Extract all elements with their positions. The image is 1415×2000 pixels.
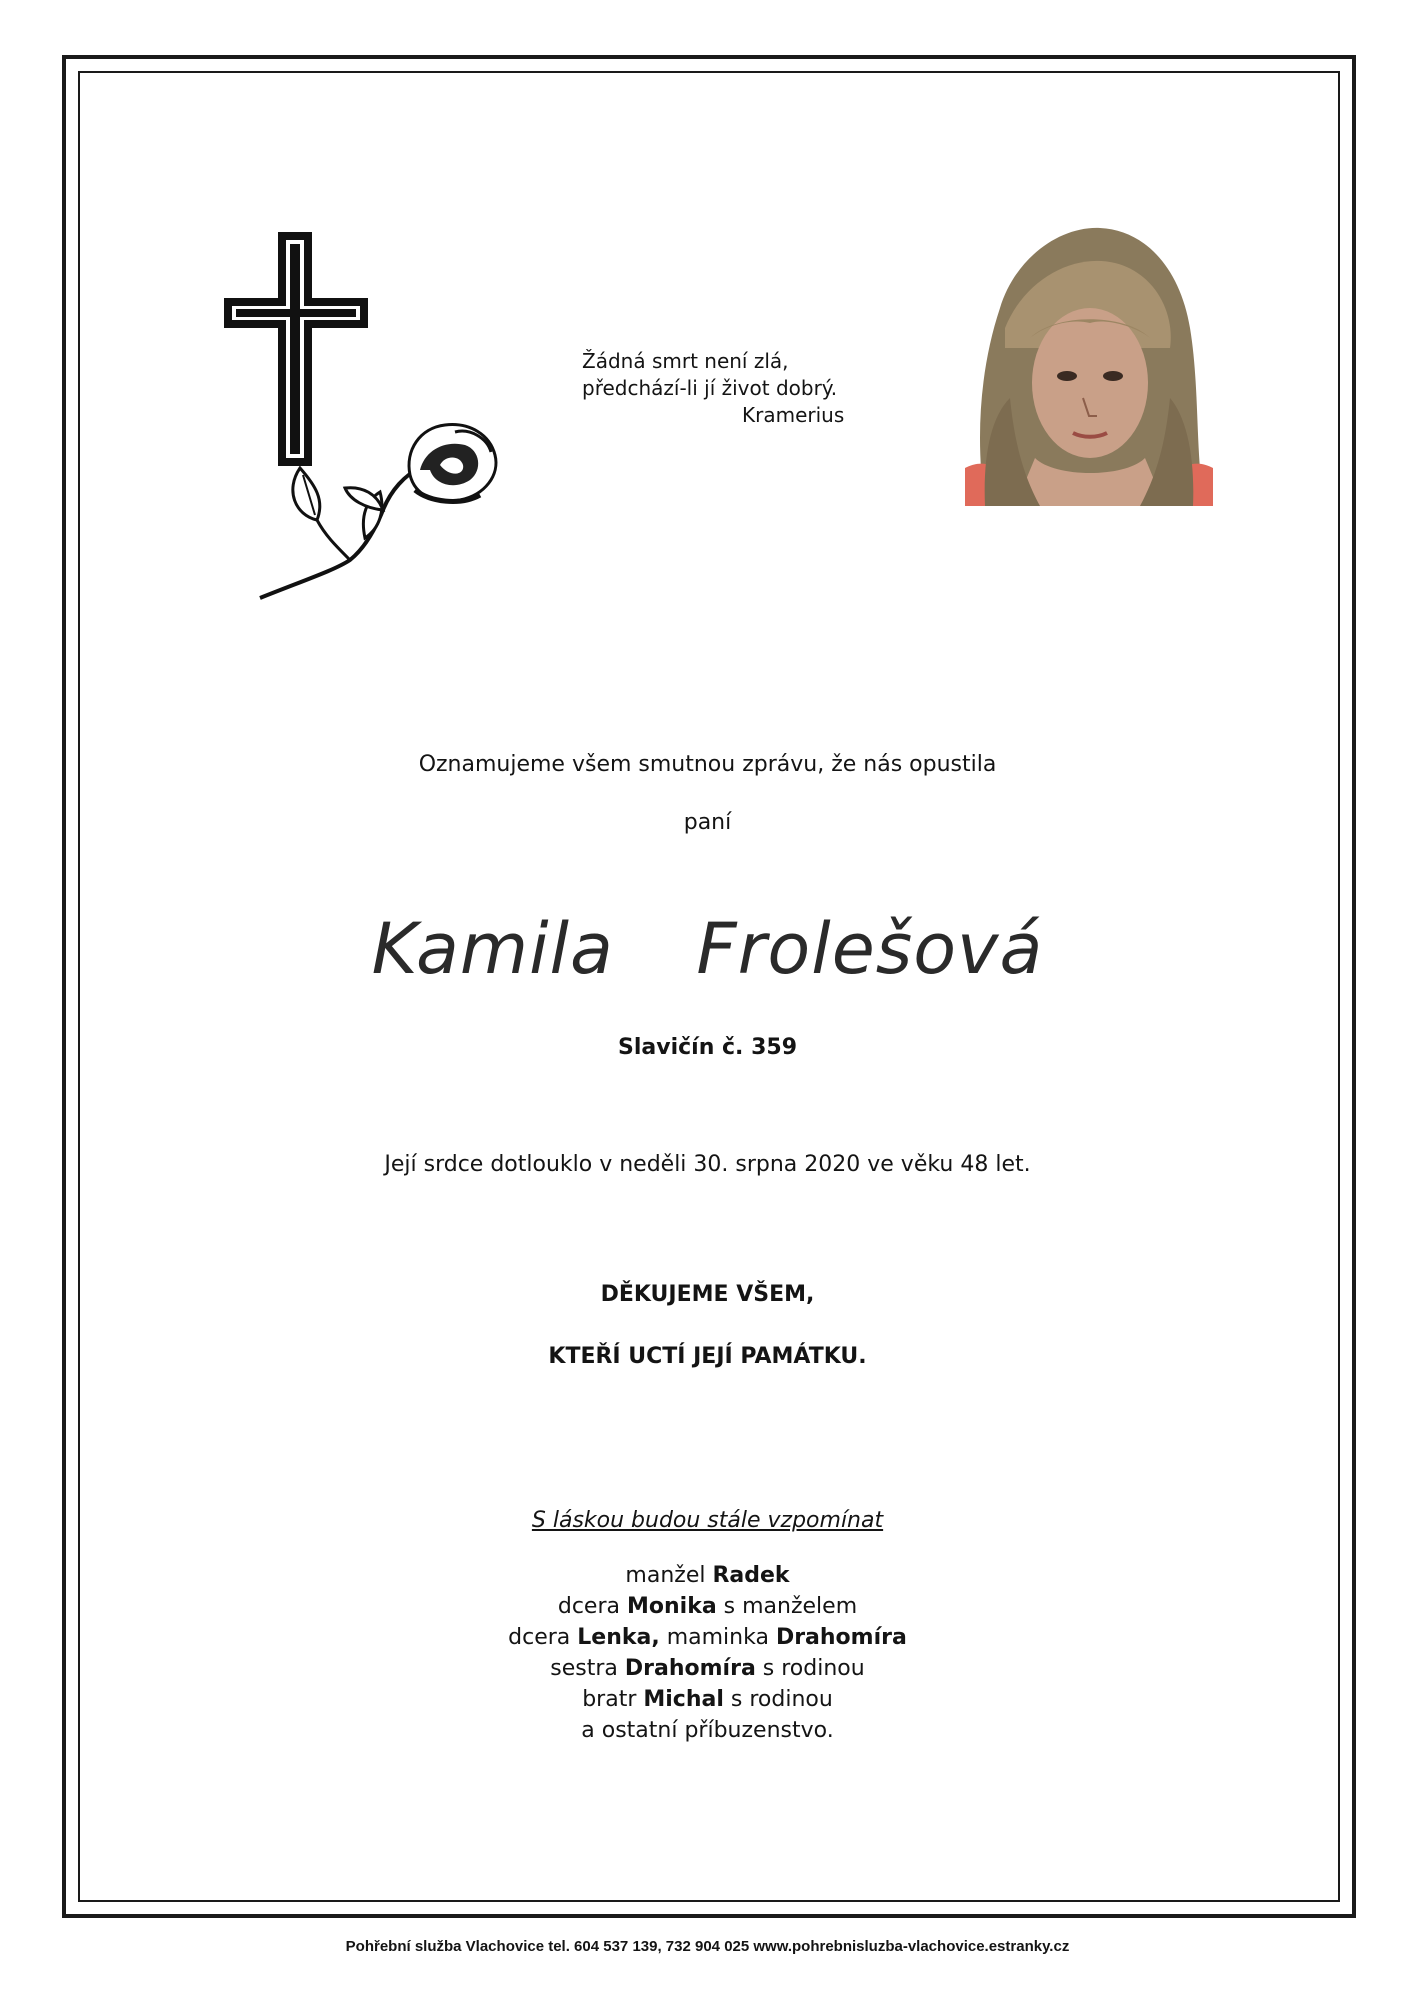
thanks-line-1: DĚKUJEME VŠEM, [600, 1282, 815, 1307]
quote-author: Kramerius [742, 403, 845, 427]
mourners-list [0, 1560, 1415, 1746]
mourner-name: Radek [712, 1563, 790, 1588]
mourner-line [0, 1591, 1415, 1622]
mourner-relation: dcera [557, 1594, 627, 1619]
portrait-photo [965, 218, 1213, 506]
mourner-name: Lenka, [577, 1625, 660, 1650]
mourner-relation: manžel [625, 1563, 713, 1588]
remembrance-heading: S láskou budou stále vzpomínat [531, 1508, 884, 1533]
quote-line-1: Žádná smrt není zlá, [582, 349, 789, 373]
title-word: paní [683, 810, 732, 835]
mourner-name-2: Drahomíra [775, 1625, 907, 1650]
mourner-relation: dcera [508, 1625, 578, 1650]
mourner-name: Drahomíra [624, 1656, 756, 1681]
mourner-relation: sestra [550, 1656, 625, 1681]
death-statement: Její srdce dotlouklo v neděli 30. srpna 2020 ve věku 48 let. [384, 1152, 1031, 1177]
mourner-suffix: s rodinou [755, 1656, 865, 1681]
mourner-line [0, 1653, 1415, 1684]
mourner-line [0, 1715, 1415, 1746]
rose-icon [255, 420, 515, 610]
mourner-line [0, 1684, 1415, 1715]
announcement-text: Oznamujeme všem smutnou zprávu, že nás opustila [418, 752, 997, 777]
address-text: Slavičín č. 359 [618, 1035, 797, 1060]
mourner-suffix: maminka [659, 1625, 776, 1650]
mourner-line [0, 1622, 1415, 1653]
mourner-relation: bratr [582, 1687, 644, 1712]
mourner-name: Michal [643, 1687, 724, 1712]
mourner-relation: a ostatní příbuzenstvo. [581, 1718, 834, 1743]
deceased-name: Kamila Frolešová [371, 908, 1044, 990]
quote-line-2: předchází-li jí život dobrý. [582, 376, 838, 400]
mourner-suffix: s rodinou [723, 1687, 833, 1712]
quote-block [582, 348, 902, 429]
thanks-line-2: KTEŘÍ UCTÍ JEJÍ PAMÁTKU. [548, 1344, 867, 1369]
mourner-line [0, 1560, 1415, 1591]
mourner-name: Monika [626, 1594, 717, 1619]
mourner-suffix: s manželem [716, 1594, 858, 1619]
footer-text: Pohřební služba Vlachovice tel. 604 537 139, 732 904 025 www.pohrebnisluzba-vlachovice.estranky.cz [345, 1938, 1070, 1955]
